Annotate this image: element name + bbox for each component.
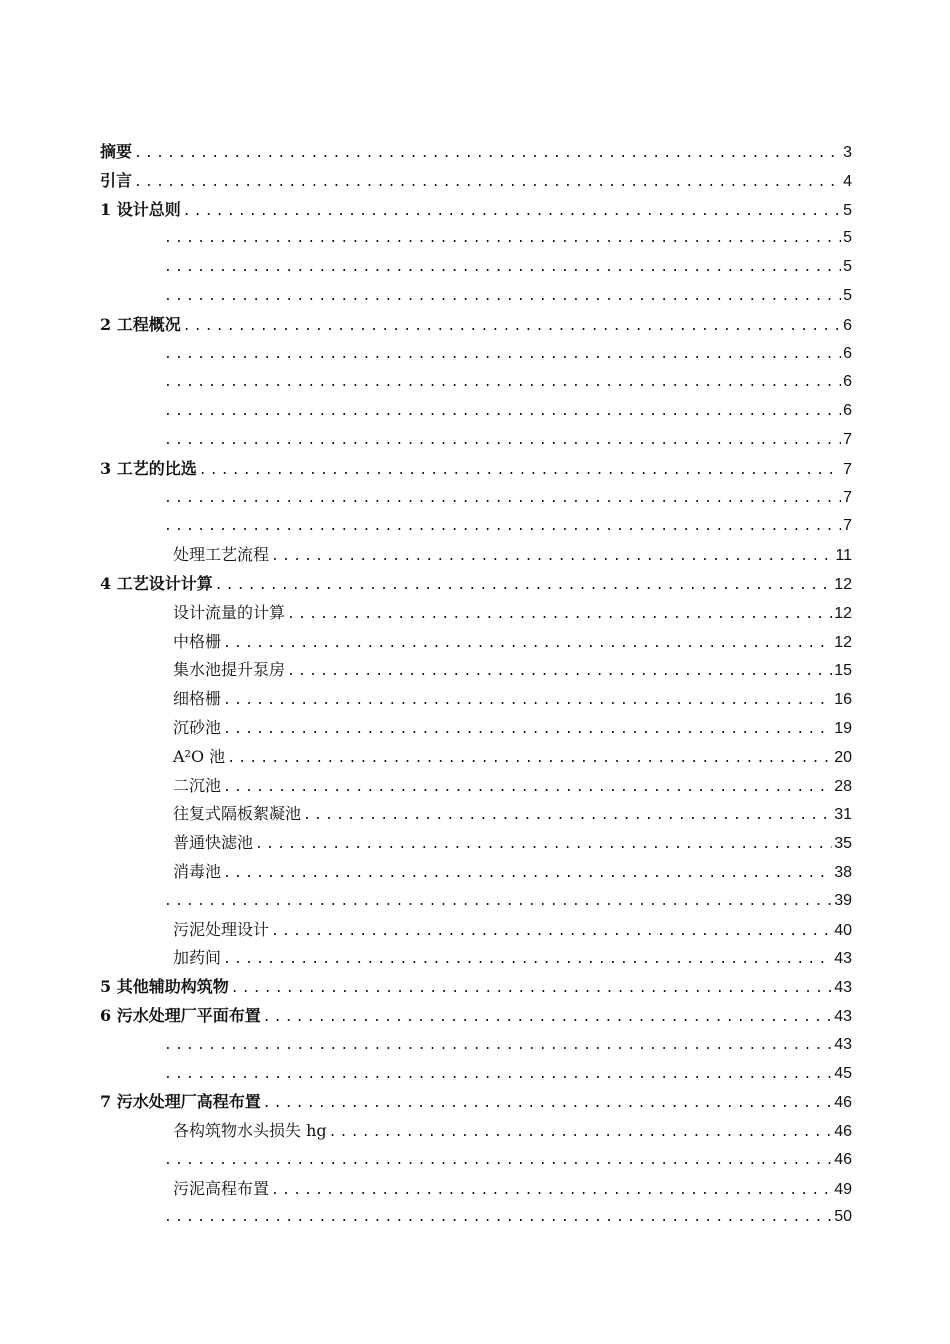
toc-entry[interactable] bbox=[100, 628, 852, 657]
toc-entry[interactable] bbox=[100, 743, 852, 772]
toc-page-number: 45 bbox=[834, 1064, 852, 1082]
toc-dot-leader bbox=[263, 1004, 832, 1033]
toc-dot-leader bbox=[199, 457, 841, 486]
toc-entry-title: 引言 bbox=[100, 170, 133, 190]
toc-dot-leader bbox=[164, 341, 841, 370]
toc-dot-leader bbox=[223, 946, 832, 975]
toc-dot-leader bbox=[164, 888, 832, 917]
toc-dot-leader bbox=[223, 687, 832, 716]
toc-page-number: 6 bbox=[843, 402, 852, 420]
toc-entry[interactable] bbox=[100, 512, 852, 541]
toc-dot-leader bbox=[164, 283, 841, 312]
toc-page-number: 6 bbox=[843, 344, 852, 362]
toc-page-number: 46 bbox=[834, 1094, 852, 1112]
toc-entry[interactable] bbox=[100, 138, 852, 167]
toc-page-number: 7 bbox=[843, 460, 852, 478]
toc-page-number: 12 bbox=[834, 604, 852, 622]
toc-entry[interactable] bbox=[100, 1117, 852, 1146]
toc-entry-title: 普通快滤池 bbox=[173, 833, 254, 853]
toc-page-number: 16 bbox=[834, 691, 852, 709]
toc-entry[interactable] bbox=[100, 282, 852, 311]
toc-page-number: 43 bbox=[834, 979, 852, 997]
toc-page-number: 46 bbox=[834, 1123, 852, 1141]
toc-page-number: 11 bbox=[835, 547, 852, 565]
toc-dot-leader bbox=[164, 1061, 832, 1090]
toc-entry[interactable] bbox=[100, 772, 852, 801]
toc-page-number: 43 bbox=[834, 950, 852, 968]
toc-entry-title: 集水池提升泵房 bbox=[173, 660, 286, 680]
toc-entry-title: 设计流量的计算 bbox=[173, 602, 286, 622]
toc-entry[interactable] bbox=[100, 1175, 852, 1204]
toc-entry[interactable] bbox=[100, 196, 852, 225]
toc-dot-leader bbox=[164, 1147, 832, 1176]
toc-dot-leader bbox=[164, 225, 841, 254]
toc-entry-title: 4 工艺设计计算 bbox=[100, 573, 213, 593]
toc-entry[interactable] bbox=[100, 1060, 852, 1089]
toc-dot-leader bbox=[223, 860, 832, 889]
toc-entry-title: 6 污水处理厂平面布置 bbox=[100, 1005, 261, 1025]
toc-dot-leader bbox=[271, 543, 833, 572]
toc-page-number: 4 bbox=[843, 172, 852, 190]
toc-entry-title: 中格栅 bbox=[173, 631, 222, 651]
toc-page-number: 19 bbox=[834, 719, 852, 737]
toc-page-number: 43 bbox=[834, 1035, 852, 1053]
toc-dot-leader bbox=[255, 831, 832, 860]
toc-entry-title: 加药间 bbox=[173, 948, 222, 968]
toc-entry[interactable] bbox=[100, 916, 852, 945]
toc-entry-title: 二沉池 bbox=[173, 775, 222, 795]
toc-page-number: 40 bbox=[834, 921, 852, 939]
toc-dot-leader bbox=[303, 802, 832, 831]
toc-dot-leader bbox=[164, 427, 841, 456]
toc-entry[interactable] bbox=[100, 887, 852, 916]
toc-entry[interactable] bbox=[100, 656, 852, 685]
toc-page-number: 7 bbox=[843, 517, 852, 535]
toc-dot-leader bbox=[287, 601, 832, 630]
toc-page-number: 3 bbox=[843, 144, 852, 161]
toc-page-number: 6 bbox=[843, 316, 852, 334]
toc-page-number: 15 bbox=[834, 662, 852, 680]
toc-dot-leader bbox=[183, 313, 841, 342]
toc-entry[interactable] bbox=[100, 426, 852, 455]
toc-dot-leader bbox=[271, 1177, 832, 1206]
toc-dot-leader bbox=[134, 169, 841, 198]
toc-entry[interactable] bbox=[100, 541, 852, 570]
toc-dot-leader bbox=[227, 745, 832, 774]
toc-dot-leader bbox=[231, 975, 832, 1004]
toc-dot-leader bbox=[215, 572, 832, 601]
toc-entry-title: 往复式隔板絮凝池 bbox=[173, 804, 302, 824]
toc-page-number: 5 bbox=[843, 201, 852, 219]
toc-entry[interactable] bbox=[100, 253, 852, 282]
toc-entry[interactable] bbox=[100, 685, 852, 714]
toc-page-number: 46 bbox=[834, 1150, 852, 1168]
toc-entry[interactable] bbox=[100, 570, 852, 599]
toc-entry-title: 1 设计总则 bbox=[100, 199, 181, 219]
toc-dot-leader bbox=[223, 774, 832, 803]
toc-entry-title: 2 工程概况 bbox=[100, 314, 181, 334]
toc-entry-title: 各构筑物水头损失 hg bbox=[173, 1121, 327, 1141]
toc-page-number: 6 bbox=[843, 373, 852, 391]
toc-page-number: 12 bbox=[834, 575, 852, 593]
toc-dot-leader bbox=[164, 485, 841, 514]
toc-dot-leader bbox=[164, 398, 841, 427]
toc-entry[interactable] bbox=[100, 858, 852, 887]
toc-entry[interactable] bbox=[100, 1031, 852, 1060]
toc-dot-leader bbox=[223, 630, 832, 659]
toc-entry[interactable] bbox=[100, 599, 852, 628]
toc-page-number: 49 bbox=[834, 1180, 852, 1198]
toc-dot-leader bbox=[164, 369, 841, 398]
toc-page-number: 28 bbox=[834, 777, 852, 795]
toc-entry[interactable] bbox=[100, 484, 852, 513]
toc-page-number: 7 bbox=[843, 488, 852, 506]
toc-entry-title: 处理工艺流程 bbox=[173, 545, 270, 565]
toc-entry-title: 细格栅 bbox=[173, 689, 222, 709]
toc-entry[interactable] bbox=[100, 944, 852, 973]
toc-entry[interactable] bbox=[100, 829, 852, 858]
toc-entry[interactable] bbox=[100, 1088, 852, 1117]
toc-page-number: 39 bbox=[834, 891, 852, 909]
toc-page-number: 5 bbox=[843, 229, 852, 247]
toc-page-number: 5 bbox=[843, 258, 852, 276]
toc-entry[interactable] bbox=[100, 340, 852, 369]
toc-page-number: 7 bbox=[843, 430, 852, 448]
toc-entry[interactable] bbox=[100, 800, 852, 829]
toc-page-number: 50 bbox=[834, 1208, 852, 1226]
toc-entry-title: 3 工艺的比选 bbox=[100, 458, 197, 478]
toc-dot-leader bbox=[164, 1204, 832, 1233]
toc-entry[interactable] bbox=[100, 1002, 852, 1031]
toc-dot-leader bbox=[183, 198, 841, 227]
toc-dot-leader bbox=[329, 1119, 833, 1148]
toc-page-number: 12 bbox=[834, 633, 852, 651]
toc-dot-leader bbox=[164, 1032, 832, 1061]
toc-page-number: 35 bbox=[834, 835, 852, 853]
toc-page-number: 31 bbox=[834, 806, 852, 824]
toc-entry[interactable] bbox=[100, 455, 852, 484]
toc-entry[interactable] bbox=[100, 224, 852, 253]
toc-entry-title: A²O 池 bbox=[173, 746, 226, 766]
toc-dot-leader bbox=[271, 918, 832, 947]
toc-entry[interactable] bbox=[100, 311, 852, 340]
toc-page-number: 20 bbox=[834, 748, 852, 766]
toc-entry-title: 5 其他辅助构筑物 bbox=[100, 977, 229, 997]
toc-entry-title: 沉砂池 bbox=[173, 717, 222, 737]
toc-entry-title: 污泥处理设计 bbox=[173, 919, 270, 939]
toc-entry-title: 7 污水处理厂高程布置 bbox=[100, 1092, 261, 1112]
toc-entry[interactable] bbox=[100, 397, 852, 426]
toc-entry-title: 摘要 bbox=[100, 142, 133, 161]
toc-entry[interactable] bbox=[100, 167, 852, 196]
toc-dot-leader bbox=[263, 1090, 832, 1119]
toc-entry-title: 消毒池 bbox=[173, 861, 222, 881]
toc-page-number: 5 bbox=[843, 286, 852, 304]
toc-dot-leader bbox=[164, 513, 841, 542]
toc-dot-leader bbox=[223, 716, 832, 745]
toc-dot-leader bbox=[287, 658, 832, 687]
toc-page-number: 38 bbox=[834, 863, 852, 881]
toc-entry-title: 污泥高程布置 bbox=[173, 1178, 270, 1198]
toc-entry[interactable] bbox=[100, 1146, 852, 1175]
toc-entry[interactable] bbox=[100, 973, 852, 1002]
toc-entry[interactable] bbox=[100, 1203, 852, 1232]
toc-entry[interactable] bbox=[100, 714, 852, 743]
table-of-contents bbox=[100, 138, 852, 1232]
toc-dot-leader bbox=[164, 254, 841, 283]
toc-entry[interactable] bbox=[100, 368, 852, 397]
toc-dot-leader bbox=[134, 140, 841, 169]
toc-page-number: 43 bbox=[834, 1007, 852, 1025]
